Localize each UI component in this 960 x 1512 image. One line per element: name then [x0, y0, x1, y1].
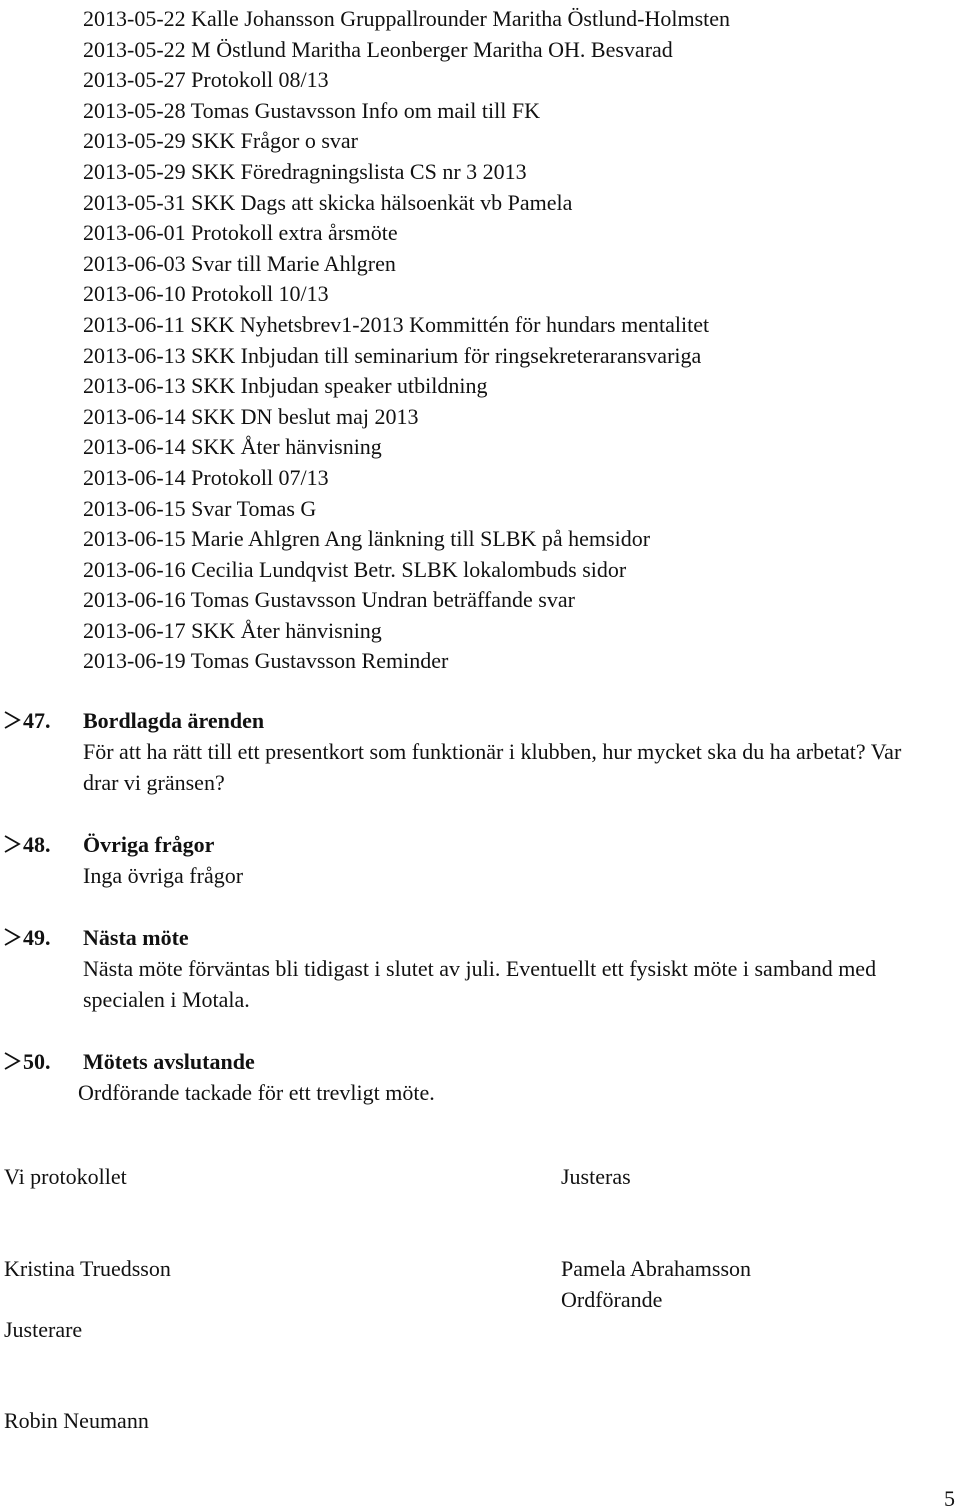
section-47 [0, 705, 960, 798]
arrow-bullet-icon [4, 1050, 22, 1072]
log-entry: 2013-06-11 SKK Nyhetsbrev1-2013 Kommittén för hundars mentalitet [83, 311, 710, 337]
section-number: 50. [23, 1049, 51, 1074]
arrow-bullet-icon [4, 709, 22, 731]
log-entry: 2013-06-19 Tomas Gustavsson Reminder [83, 648, 449, 674]
chair-role: Ordförande [561, 1287, 663, 1312]
section-title: Övriga frågor [83, 832, 215, 857]
log-entry: 2013-06-14 SKK Åter hänvisning [83, 434, 382, 460]
section-50 [0, 1046, 960, 1108]
section-body: För att ha rätt till ett presentkort som funktionär i klubben, hur mycket ska du ha arbetat? Var drar vi gränsen? [83, 739, 902, 795]
section-body: Inga övriga frågor [83, 863, 244, 888]
arrow-bullet-icon [4, 833, 22, 855]
log-entry: 2013-05-31 SKK Dags att skicka hälsoenkät vb Pamela [83, 189, 573, 215]
log-entry: 2013-05-28 Tomas Gustavsson Info om mail till FK [83, 97, 540, 123]
section-heading [0, 705, 960, 736]
section-49 [0, 922, 960, 1015]
log-entry: 2013-06-10 Protokoll 10/13 [83, 281, 329, 307]
adjuster-name: Robin Neumann [4, 1408, 149, 1433]
arrow-bullet-icon [4, 926, 22, 948]
agenda-sections [0, 705, 960, 1139]
log-entry: 2013-06-17 SKK Åter hänvisning [83, 617, 382, 643]
section-title: Nästa möte [83, 925, 189, 950]
section-number: 47. [23, 708, 51, 733]
section-heading [0, 829, 960, 860]
section-title: Mötets avslutande [83, 1049, 255, 1074]
signature-left-heading: Vi protokollet [4, 1164, 127, 1189]
log-entry: 2013-06-14 Protokoll 07/13 [83, 464, 329, 490]
log-entry: 2013-05-27 Protokoll 08/13 [83, 67, 329, 93]
signature-right-heading: Justeras [561, 1164, 631, 1189]
section-48 [0, 829, 960, 891]
secretary-name: Kristina Truedsson [4, 1256, 171, 1281]
section-number: 48. [23, 832, 51, 857]
log-entry: 2013-06-14 SKK DN beslut maj 2013 [83, 403, 419, 429]
section-title: Bordlagda ärenden [83, 708, 265, 733]
log-entry: 2013-06-01 Protokoll extra årsmöte [83, 220, 398, 246]
section-body: Nästa möte förväntas bli tidigast i slutet av juli. Eventuellt ett fysiskt möte i samband med specialen i Motala. [83, 956, 877, 1012]
section-body: Ordförande tackade för ett trevligt möte. [78, 1080, 435, 1105]
log-entry: 2013-05-29 SKK Frågor o svar [83, 128, 358, 154]
log-entry: 2013-06-03 Svar till Marie Ahlgren [83, 250, 396, 276]
log-entry: 2013-06-16 Cecilia Lundqvist Betr. SLBK lokalombuds sidor [83, 556, 627, 582]
log-entry: 2013-06-13 SKK Inbjudan speaker utbildning [83, 373, 488, 399]
adjuster-label: Justerare [4, 1317, 83, 1342]
section-heading [0, 922, 960, 953]
log-entry: 2013-05-22 M Östlund Maritha Leonberger Maritha OH. Besvarad [83, 36, 673, 62]
section-heading [0, 1046, 960, 1077]
page-number: 5 [944, 1486, 955, 1511]
chair-name: Pamela Abrahamsson [561, 1256, 752, 1281]
log-entry: 2013-06-13 SKK Inbjudan till seminarium för ringsekreteraransvariga [83, 342, 702, 368]
log-entry: 2013-05-22 Kalle Johansson Gruppallrounder Maritha Östlund-Holmsten [83, 6, 731, 31]
correspondence-log [83, 4, 730, 677]
section-number: 49. [23, 925, 51, 950]
log-entry: 2013-06-15 Marie Ahlgren Ang länkning till SLBK på hemsidor [83, 526, 651, 552]
log-entry: 2013-05-29 SKK Föredragningslista CS nr 3 2013 [83, 158, 527, 184]
log-entry: 2013-06-15 Svar Tomas G [83, 495, 317, 521]
log-entry: 2013-06-16 Tomas Gustavsson Undran beträffande svar [83, 587, 575, 613]
